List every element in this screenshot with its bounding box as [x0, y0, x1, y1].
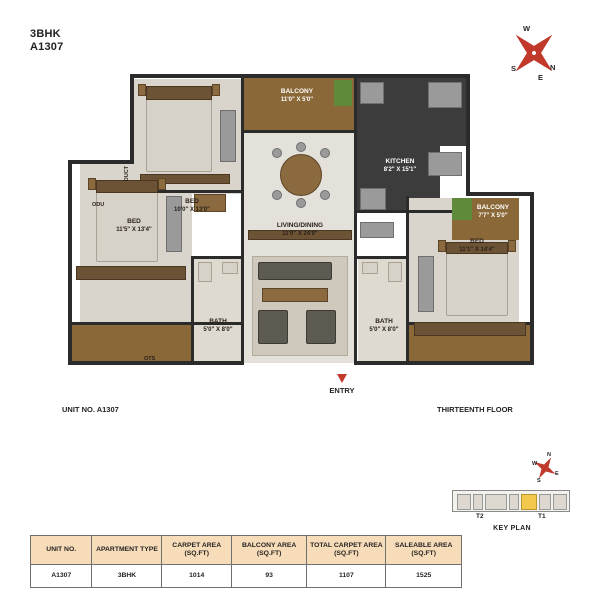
- furniture-headboard-1: [146, 86, 212, 100]
- planter-balcony-1: [334, 80, 352, 106]
- cell-balcony-area: 93: [231, 565, 306, 588]
- furniture-console-3: [414, 322, 526, 336]
- wall-bath2-top: [357, 256, 409, 259]
- mini-compass-label-n: N: [547, 452, 551, 458]
- wall-internal-v2: [354, 74, 357, 364]
- table-header-row: [31, 536, 462, 565]
- mini-compass-label-e: E: [555, 471, 559, 477]
- furniture-sink: [360, 82, 384, 104]
- title-unit-number: A1307: [30, 41, 64, 53]
- key-plan-block-highlight: [521, 494, 537, 510]
- wall-top: [134, 74, 466, 78]
- furniture-dining-chair-3: [272, 190, 282, 200]
- key-plan-block-4: [509, 494, 519, 510]
- compass-label-w: W: [523, 24, 531, 33]
- furniture-counter-left: [360, 188, 386, 210]
- key-plan-block-1: [457, 494, 471, 510]
- furniture-washbasin-1: [222, 262, 238, 274]
- mini-compass-icon: [528, 452, 562, 484]
- wall-bottom-right: [354, 361, 534, 365]
- title-unit-type: 3BHK: [30, 28, 61, 40]
- chip-duct: DUCT: [124, 166, 130, 182]
- label-bed-2: BED 11'5" X 13'4": [116, 218, 152, 233]
- wall-left-upper: [130, 74, 134, 164]
- page-title: [30, 28, 63, 54]
- wall-balcony-div: [241, 130, 357, 133]
- furniture-wardrobe-3: [418, 256, 434, 312]
- mini-compass-label-w: W: [532, 461, 538, 467]
- label-balcony-2: BALCONY 7'7" X 5'0": [476, 204, 510, 219]
- deck-lower-left: [72, 322, 194, 362]
- mini-compass-label-s: S: [537, 478, 541, 484]
- cell-total-carpet: 1107: [307, 565, 386, 588]
- furniture-sofa-top: [258, 262, 332, 280]
- key-plan-label-t1: T1: [538, 513, 546, 520]
- furniture-washbasin-2: [362, 262, 378, 274]
- compass-label-n: N: [550, 63, 556, 72]
- label-bed-3: BED 11'1" X 14'4": [459, 238, 495, 253]
- wall-right-step: [466, 192, 534, 196]
- furniture-nightstand-2b: [158, 178, 166, 190]
- furniture-dining-table: [280, 154, 322, 196]
- label-bath-1: BATH 5'0" X 8'0": [203, 318, 233, 333]
- key-plan-tower-labels: [452, 512, 572, 524]
- entry-label: ENTRY: [329, 386, 355, 395]
- th-total-carpet: TOTAL CARPET AREA (SQ.FT): [307, 536, 386, 565]
- furniture-nightstand-3a: [438, 240, 446, 252]
- furniture-dining-chair-1: [272, 148, 282, 158]
- cell-unit-no: A1307: [31, 565, 92, 588]
- th-saleable-area: SALEABLE AREA (SQ.FT): [386, 536, 462, 565]
- key-plan-block-5: [539, 494, 551, 510]
- furniture-console-2: [76, 266, 186, 280]
- label-kitchen: KITCHEN 8'2" X 15'1": [383, 158, 417, 173]
- chip-odu: ODU: [92, 202, 105, 208]
- furniture-nightstand-3b: [508, 240, 516, 252]
- floor-plan: [62, 70, 540, 375]
- wall-bath1-top: [191, 256, 244, 259]
- label-bath-2: BATH 5'0" X 8'0": [369, 318, 399, 333]
- area-statement-table: [30, 535, 462, 588]
- cell-apartment-type: 3BHK: [92, 565, 162, 588]
- wall-left: [68, 160, 72, 365]
- key-plan-block-2: [473, 494, 483, 510]
- furniture-wardrobe-1: [220, 110, 236, 162]
- furniture-refrigerator: [428, 82, 462, 108]
- caption-unit-no: UNIT NO. A1307: [62, 405, 119, 414]
- entry-arrow-icon: [337, 374, 347, 383]
- furniture-dining-chair-6: [296, 198, 306, 208]
- th-carpet-area: CARPET AREA (SQ.FT): [162, 536, 231, 565]
- wall-left-step: [72, 160, 134, 164]
- caption-floor: THIRTEENTH FLOOR: [437, 405, 513, 414]
- furniture-headboard-2: [96, 180, 158, 193]
- furniture-wc-1: [198, 262, 212, 282]
- th-balcony-area: BALCONY AREA (SQ.FT): [231, 536, 306, 565]
- key-plan: [452, 490, 572, 532]
- furniture-armchair-right: [306, 310, 336, 344]
- furniture-nightstand-2a: [88, 178, 96, 190]
- furniture-dining-chair-2: [320, 148, 330, 158]
- key-plan-diagram: [452, 490, 570, 512]
- furniture-coffee-table: [262, 288, 328, 302]
- wall-right: [530, 192, 534, 365]
- furniture-nightstand-1b: [212, 84, 220, 96]
- wall-bottom-left: [68, 361, 244, 365]
- wall-bath1-left: [191, 256, 194, 364]
- key-plan-title: KEY PLAN: [493, 525, 531, 532]
- furniture-counter-right: [428, 152, 462, 176]
- chip-ots: OTS: [144, 356, 156, 362]
- th-unit-no: UNIT NO.: [31, 536, 92, 565]
- furniture-dining-chair-5: [296, 142, 306, 152]
- furniture-washer: [360, 222, 394, 238]
- key-plan-label-t2: T2: [476, 513, 484, 520]
- wall-internal-h2: [357, 210, 467, 213]
- key-plan-block-3: [485, 494, 507, 510]
- label-balcony-1: BALCONY 11'0" X 5'0": [280, 88, 314, 103]
- table-row: [31, 565, 462, 588]
- furniture-nightstand-1a: [138, 84, 146, 96]
- entry-marker: [318, 386, 366, 395]
- compass-label-e: E: [538, 73, 544, 82]
- wall-bed3-left: [406, 196, 409, 256]
- cell-carpet-area: 1014: [162, 565, 231, 588]
- compass-label-s: S: [511, 64, 517, 73]
- th-apartment-type: APARTMENT TYPE: [92, 536, 162, 565]
- furniture-dining-chair-4: [320, 190, 330, 200]
- key-plan-block-6: [553, 494, 567, 510]
- wall-right-upper: [466, 74, 470, 196]
- key-plan-compass: [528, 452, 562, 484]
- label-living-dining: LIVING/DINING 11'0" X 24'9": [276, 222, 324, 237]
- cell-saleable-area: 1525: [386, 565, 462, 588]
- wall-bath2-right: [406, 256, 409, 364]
- label-bed-1: BED 10'0" X 13'0": [174, 198, 210, 213]
- furniture-wc-2: [388, 262, 402, 282]
- furniture-armchair-left: [258, 310, 288, 344]
